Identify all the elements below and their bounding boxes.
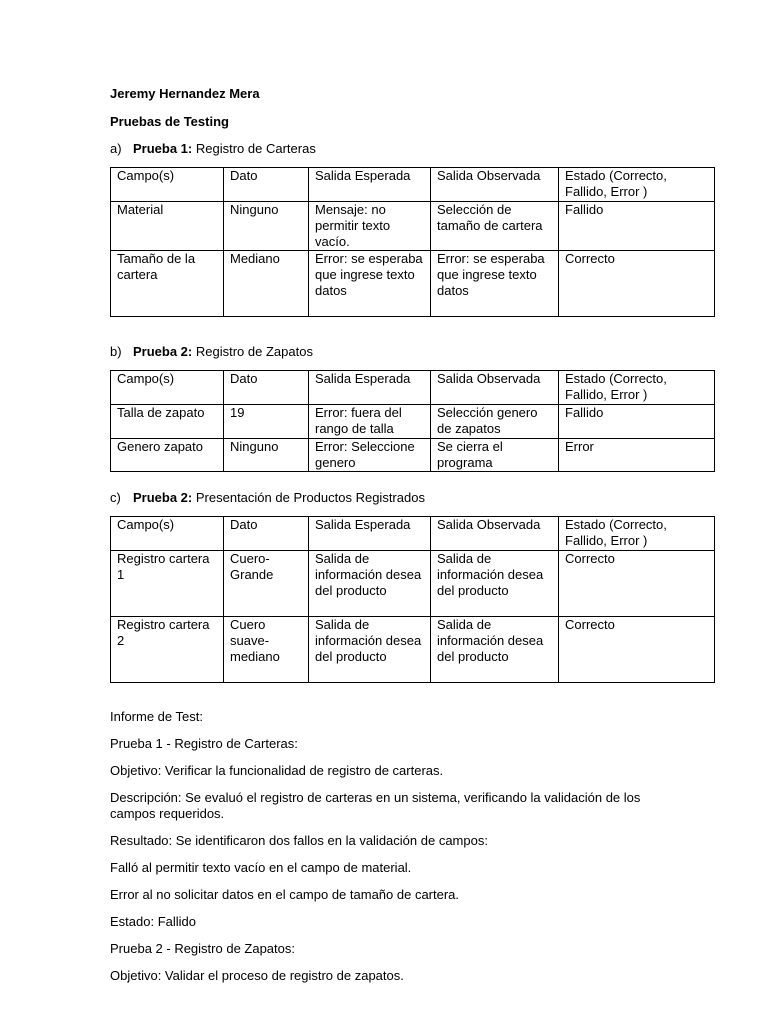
- section-title: Registro de Zapatos: [195, 344, 313, 359]
- header-cell: Campo(s): [111, 517, 224, 551]
- table-cell: Correcto: [559, 251, 715, 317]
- table-row: [111, 551, 715, 617]
- table-cell: Ninguno: [224, 202, 309, 251]
- header-cell: Estado (Correcto, Fallido, Error ): [559, 517, 715, 551]
- report-paragraph: Falló al permitir texto vacío en el campo de material.: [110, 860, 412, 875]
- header-cell: Salida Esperada: [309, 371, 431, 405]
- document-body: [110, 86, 714, 995]
- table-cell: Selección genero de zapatos: [431, 405, 559, 439]
- table-cell: Talla de zapato: [111, 405, 224, 439]
- table-cell: Cuero-Grande: [224, 551, 309, 617]
- header-cell: Dato: [224, 168, 309, 202]
- table-header-row: [111, 168, 715, 202]
- table-row: [111, 202, 715, 251]
- table-cell: Salida de información desea del producto: [309, 551, 431, 617]
- table-cell: Fallido: [559, 405, 715, 439]
- table-cell: Correcto: [559, 551, 715, 617]
- table-cell: 19: [224, 405, 309, 439]
- report-paragraph: Error al no solicitar datos en el campo de tamaño de cartera.: [110, 887, 460, 902]
- header-cell: Estado (Correcto, Fallido, Error ): [559, 168, 715, 202]
- table-cell: Error: se esperaba que ingrese texto datos: [309, 251, 431, 317]
- table-cell: Registro cartera 2: [111, 617, 224, 683]
- header-cell: Campo(s): [111, 371, 224, 405]
- table-cell: Salida de información desea del producto: [431, 551, 559, 617]
- header-cell: Estado (Correcto, Fallido, Error ): [559, 371, 715, 405]
- section-label: Prueba 1:: [133, 141, 193, 156]
- table-header-row: [111, 517, 715, 551]
- test-table-productos: [110, 516, 715, 683]
- report-paragraph: Objetivo: Validar el proceso de registro de zapatos.: [110, 968, 404, 983]
- test-table-zapatos: [110, 370, 715, 472]
- table-cell: Material: [111, 202, 224, 251]
- table-row: [111, 617, 715, 683]
- table-cell: Error: se esperaba que ingrese texto datos: [431, 251, 559, 317]
- table-cell: Se cierra el programa: [431, 439, 559, 472]
- table-cell: Selección de tamaño de cartera: [431, 202, 559, 251]
- test-table-carteras: [110, 167, 715, 317]
- report-heading: Informe de Test:: [110, 709, 203, 724]
- table-header-row: [111, 371, 715, 405]
- report-paragraph: Resultado: Se identificaron dos fallos en la validación de campos:: [110, 833, 488, 848]
- spacer: [110, 472, 714, 490]
- report-paragraph: Prueba 2 - Registro de Zapatos:: [110, 941, 295, 956]
- table-cell: Tamaño de la cartera: [111, 251, 224, 317]
- report-paragraph: Objetivo: Verificar la funcionalidad de registro de carteras.: [110, 763, 444, 778]
- section-letter: b): [110, 344, 122, 359]
- section-letter: a): [110, 141, 122, 156]
- section-label: Prueba 2:: [133, 490, 193, 505]
- table-cell: Error: [559, 439, 715, 472]
- table-cell: Genero zapato: [111, 439, 224, 472]
- table-cell: Salida de información desea del producto: [309, 617, 431, 683]
- header-cell: Salida Esperada: [309, 517, 431, 551]
- table-cell: Registro cartera 1: [111, 551, 224, 617]
- table-cell: Salida de información desea del producto: [431, 617, 559, 683]
- spacer: [110, 317, 714, 344]
- test-report: [110, 709, 714, 984]
- table-cell: Error: fuera del rango de talla: [309, 405, 431, 439]
- report-paragraph: Estado: Fallido: [110, 914, 196, 929]
- section-title: Registro de Carteras: [195, 141, 316, 156]
- report-paragraph: Prueba 1 - Registro de Carteras:: [110, 736, 298, 751]
- table-cell: Fallido: [559, 202, 715, 251]
- header-cell: Dato: [224, 371, 309, 405]
- header-cell: Salida Esperada: [309, 168, 431, 202]
- section-heading-a: [110, 141, 714, 157]
- section-heading-c: [110, 490, 714, 506]
- table-row: [111, 251, 715, 317]
- section-letter: c): [110, 490, 121, 505]
- section-label: Prueba 2:: [133, 344, 193, 359]
- section-heading-b: [110, 344, 714, 360]
- table-cell: Error: Seleccione genero: [309, 439, 431, 472]
- header-cell: Campo(s): [111, 168, 224, 202]
- author-name: Jeremy Hernandez Mera: [110, 86, 260, 101]
- table-cell: Correcto: [559, 617, 715, 683]
- report-paragraph: Descripción: Se evaluó el registro de carteras en un sistema, verificando la validación de los campos requeridos.: [110, 790, 641, 821]
- document-subtitle: Pruebas de Testing: [110, 114, 229, 129]
- table-row: [111, 439, 715, 472]
- table-row: [111, 405, 715, 439]
- header-cell: Dato: [224, 517, 309, 551]
- table-cell: Mensaje: no permitir texto vacío.: [309, 202, 431, 251]
- table-cell: Mediano: [224, 251, 309, 317]
- header-cell: Salida Observada: [431, 517, 559, 551]
- header-cell: Salida Observada: [431, 371, 559, 405]
- table-cell: Cuero suave-mediano: [224, 617, 309, 683]
- table-cell: Ninguno: [224, 439, 309, 472]
- section-title: Presentación de Productos Registrados: [195, 490, 425, 505]
- header-cell: Salida Observada: [431, 168, 559, 202]
